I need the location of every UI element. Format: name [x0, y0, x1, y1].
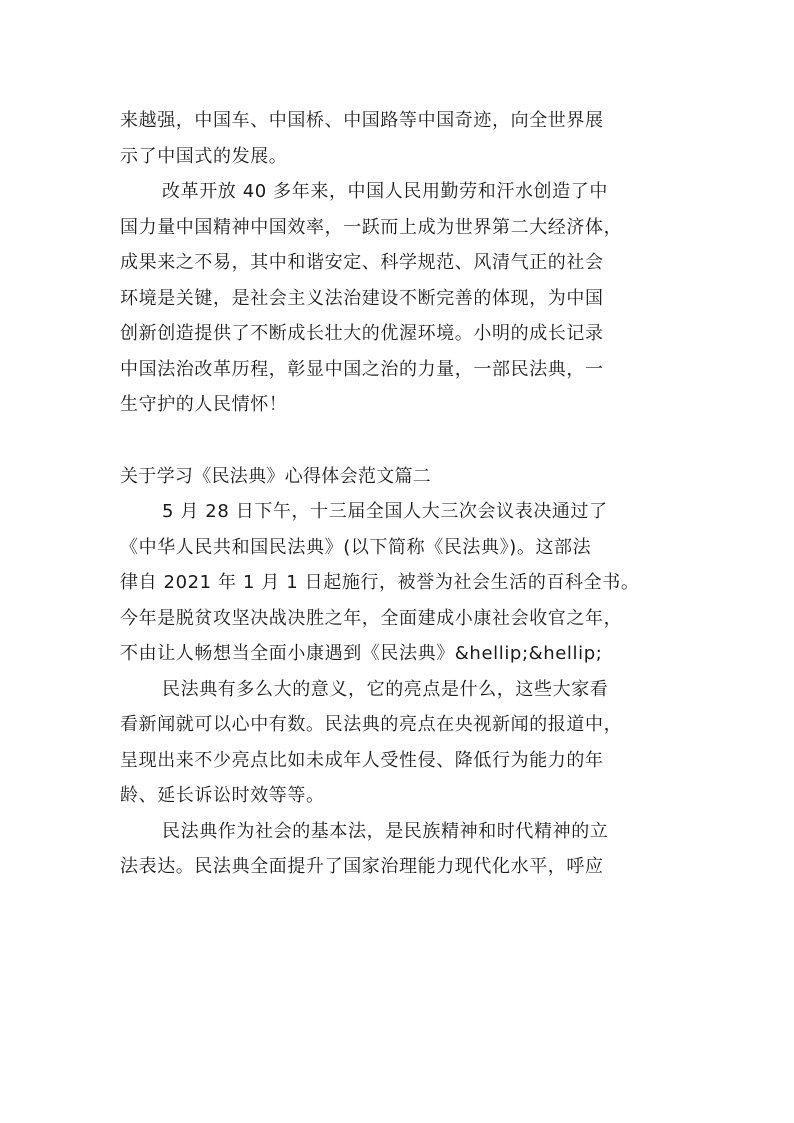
text-line: 5 月 28 日下午，十三届全国人大三次会议表决通过了 [162, 501, 608, 522]
text-line: 创新创造提供了不断成长壮大的优渥环境。小明的成长记录 [120, 323, 604, 344]
text-line: 来越强，中国车、中国桥、中国路等中国奇迹，向全世界展 [120, 110, 604, 131]
text-line: 中国法治改革历程，彰显中国之治的力量，一部民法典，一 [120, 358, 604, 380]
text-line: 《中华人民共和国民法典》(以下简称《民法典》)。这部法 [120, 536, 592, 558]
text-line: 示了中国式的发展。 [120, 145, 288, 167]
text-line: 民法典作为社会的基本法，是民族精神和时代精神的立 [162, 820, 609, 842]
paragraph-highlights [120, 672, 680, 814]
text-line: 今年是脱贫攻坚决战决胜之年，全面建成小康社会收官之年， [120, 607, 623, 629]
text-line: 呈现出来不少亮点比如未成年人受性侵、降低行为能力的年 [120, 749, 604, 771]
text-line: 生守护的人民情怀！ [120, 394, 288, 415]
document-body [120, 103, 680, 885]
text-line: 龄、延长诉讼时效等等。 [120, 785, 325, 806]
paragraph-basic-law [120, 814, 680, 885]
text-line: 不由让人畅想当全面小康遇到《民法典》&hellip;&hellip; [120, 643, 603, 664]
paragraph-continuation [120, 103, 680, 174]
text-line: 国力量中国精神中国效率，一跃而上成为世界第二大经济体， [120, 216, 623, 238]
section-heading: 关于学习《民法典》心得体会范文篇二 [120, 465, 432, 487]
text-line: 成果来之不易，其中和谐安定、科学规范、风清气正的社会 [120, 252, 604, 273]
text-line: 环境是关键，是社会主义法治建设不断完善的体现，为中国 [120, 287, 604, 309]
paragraph-reform [120, 174, 680, 423]
paragraph-civil-code-passed [120, 494, 680, 672]
text-line: 民法典有多么大的意义，它的亮点是什么，这些大家看 [162, 678, 609, 700]
text-line: 改革开放 40 多年来，中国人民用勤劳和汗水创造了中 [162, 181, 608, 202]
paragraph-gap [120, 423, 680, 459]
text-line: 律自 2021 年 1 月 1 日起施行，被誉为社会生活的百科全书。 [120, 572, 640, 593]
text-line: 法表达。民法典全面提升了国家治理能力现代化水平，呼应 [120, 856, 604, 877]
text-line: 看新闻就可以心中有数。民法典的亮点在央视新闻的报道中， [120, 714, 623, 735]
